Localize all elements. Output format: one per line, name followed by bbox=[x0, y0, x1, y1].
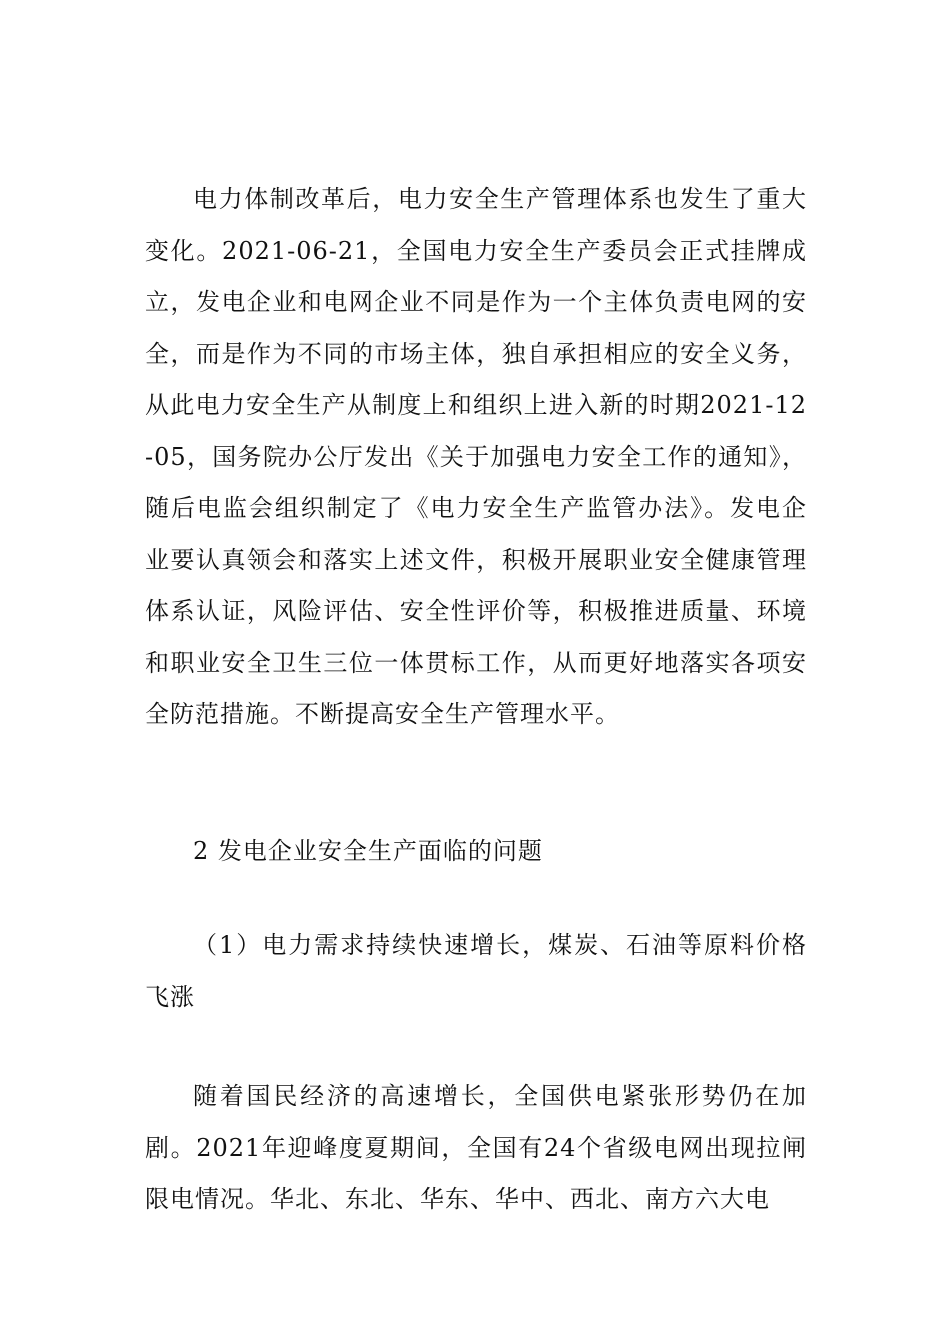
subsection-heading: （1）电力需求持续快速增长，煤炭、石油等原料价格飞涨 bbox=[145, 931, 807, 1011]
body-paragraph-power-demand: 随着国民经济的高速增长，全国供电紧张形势仍在加剧。2021年迎峰度夏期间，全国有24个省级电网出现拉闸限电情况。华北、东北、华东、华中、西北、南方六大电 bbox=[145, 1082, 807, 1213]
section-heading: 2 发电企业安全生产面临的问题 bbox=[193, 837, 543, 865]
body-paragraph-safety-management: 电力体制改革后，电力安全生产管理体系也发生了重大变化。2021-06-21，全国电力安全生产委员会正式挂牌成立，发电企业和电网企业不同是作为一个主体负责电网的安全，而是作为不同的市场主体，独自承担相应的安全义务，从此电力安全生产从制度上和组织上进入新的时期2021-12-05，国务院办公厅发出《关于加强电力安全工作的通知》，随后电监会组织制定了《电力安全生产监管办法》。发电企业要认真领会和落实上述文件，积极开展职业安全健康管理体系认证，风险评估、安全性评价等，积极推进质量、环境和职业安全卫生三位一体贯标工作，从而更好地落实各项安全防范措施。不断提高安全生产管理水平。 bbox=[145, 185, 807, 728]
